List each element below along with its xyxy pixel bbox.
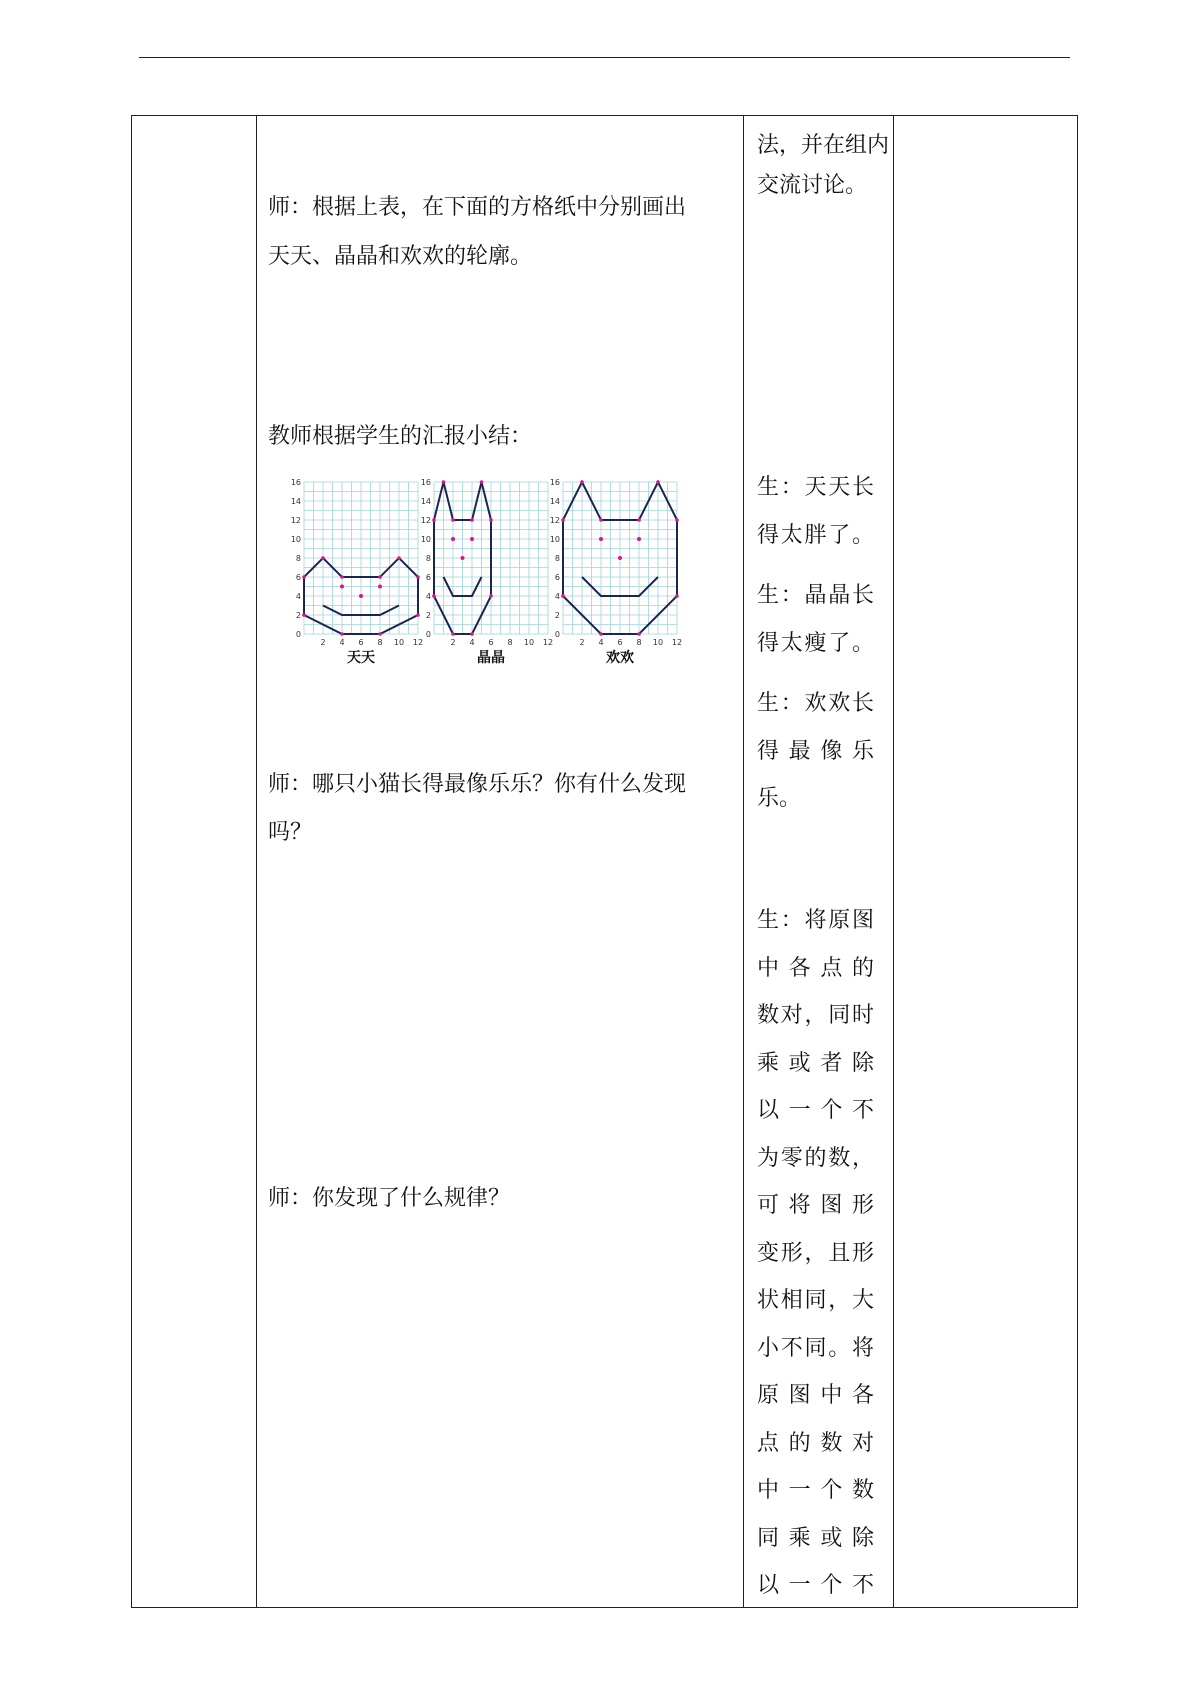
- vertex-point: [340, 575, 344, 579]
- vertex-point: [656, 480, 660, 484]
- response-line: 生：天天长: [757, 475, 874, 500]
- response-line: 以 一 个 不: [757, 1573, 874, 1598]
- y-tick-label: 14: [420, 497, 431, 506]
- response-line: 得太胖了。: [757, 522, 874, 548]
- x-tick-label: 4: [339, 638, 345, 647]
- x-tick-label: 10: [393, 638, 405, 647]
- vertex-point: [599, 632, 603, 636]
- face-point: [470, 537, 474, 541]
- vertex-point: [489, 518, 493, 522]
- x-tick-label: 2: [320, 638, 326, 647]
- cat-grid-jingjing: [421, 478, 553, 666]
- y-tick-label: 0: [554, 630, 560, 639]
- x-tick-label: 12: [412, 638, 424, 647]
- vertex-point: [637, 518, 641, 522]
- y-tick-label: 4: [425, 592, 431, 601]
- y-tick-label: 10: [290, 535, 301, 544]
- header-rule: [139, 57, 1070, 58]
- x-tick-label: 6: [617, 638, 623, 647]
- response-line: 乘 或 者 除: [757, 1050, 874, 1076]
- y-tick-label: 16: [549, 478, 560, 487]
- y-tick-label: 12: [290, 516, 301, 525]
- face-point: [451, 537, 455, 541]
- teacher-question-line-2: 吗？: [268, 820, 313, 845]
- response-line: 同 乘 或 除: [757, 1525, 874, 1551]
- x-tick-label: 4: [469, 638, 475, 647]
- vertex-point: [378, 575, 382, 579]
- student-response-4: [757, 897, 874, 1610]
- face-point: [461, 556, 465, 560]
- vertex-point: [470, 518, 474, 522]
- response-line: 数对，同时: [757, 1003, 874, 1028]
- column-divider-1: [256, 116, 257, 1607]
- response-line: 乐。: [757, 786, 802, 811]
- teacher-question-line-1: 师：哪只小猫长得最像乐乐？你有什么发现: [268, 772, 687, 797]
- student-response-3: [757, 680, 874, 823]
- vertex-point: [321, 556, 325, 560]
- y-tick-label: 6: [554, 573, 560, 582]
- response-line: 得 最 像 乐: [757, 738, 874, 764]
- response-line: 以 一 个 不: [757, 1098, 874, 1123]
- vertex-point: [580, 480, 584, 484]
- y-tick-label: 14: [290, 497, 301, 506]
- vertex-point: [416, 575, 420, 579]
- x-tick-label: 2: [450, 638, 456, 647]
- y-tick-label: 14: [549, 497, 560, 506]
- face-point: [378, 585, 382, 589]
- vertex-point: [489, 594, 493, 598]
- vertex-point: [432, 518, 436, 522]
- student-response-2: [757, 572, 874, 667]
- vertex-point: [637, 632, 641, 636]
- y-tick-label: 8: [554, 554, 560, 563]
- face-point: [599, 537, 603, 541]
- figure-caption: 欢欢: [606, 650, 634, 666]
- y-tick-label: 10: [549, 535, 560, 544]
- response-line: 生：将原图: [757, 908, 874, 933]
- response-line: 可 将 图 形: [757, 1193, 874, 1218]
- vertex-point: [675, 518, 679, 522]
- y-tick-label: 0: [425, 630, 431, 639]
- vertex-point: [561, 594, 565, 598]
- y-tick-label: 12: [420, 516, 431, 525]
- teacher-summary-intro: 教师根据学生的汇报小结：: [268, 424, 533, 449]
- x-tick-label: 8: [377, 638, 383, 647]
- y-tick-label: 2: [295, 611, 301, 620]
- cat-grid-figures: [290, 478, 700, 678]
- response-line: 生：晶晶长: [757, 583, 874, 608]
- y-tick-label: 4: [554, 592, 560, 601]
- vertex-point: [442, 480, 446, 484]
- student-response-1: [757, 464, 874, 559]
- column-divider-2: [743, 116, 744, 1607]
- figure-caption: 晶晶: [477, 650, 505, 666]
- vertex-point: [416, 613, 420, 617]
- vertex-point: [451, 632, 455, 636]
- response-line: 中 各 点 的: [757, 955, 874, 981]
- vertex-point: [340, 632, 344, 636]
- response-line: 状相同，大: [757, 1288, 874, 1313]
- x-tick-label: 6: [358, 638, 364, 647]
- face-point: [359, 594, 363, 598]
- response-line: 生：欢欢长: [757, 691, 874, 716]
- student-method-line-1: 法，并在组内: [757, 133, 890, 158]
- figure-caption: 天天: [347, 650, 375, 666]
- x-tick-label: 8: [507, 638, 513, 647]
- y-tick-label: 6: [295, 573, 301, 582]
- response-line: 得太瘦了。: [757, 630, 874, 656]
- vertex-point: [470, 632, 474, 636]
- vertex-point: [561, 518, 565, 522]
- response-line: 为零的数，: [757, 1145, 874, 1171]
- teacher-rule-question: 师：你发现了什么规律？: [268, 1186, 511, 1211]
- cat-grid-huanhuan: [550, 478, 682, 666]
- x-tick-label: 12: [542, 638, 554, 647]
- y-tick-label: 16: [420, 478, 431, 487]
- vertex-point: [432, 594, 436, 598]
- response-line: 小不同。将: [757, 1335, 874, 1361]
- y-tick-label: 0: [295, 630, 301, 639]
- teacher-instruction-line-1: 师：根据上表，在下面的方格纸中分别画出: [268, 195, 687, 220]
- x-tick-label: 10: [652, 638, 664, 647]
- x-tick-label: 2: [579, 638, 585, 647]
- response-line: 点 的 数 对: [757, 1430, 874, 1456]
- vertex-point: [451, 518, 455, 522]
- y-tick-label: 12: [549, 516, 560, 525]
- face-point: [618, 556, 622, 560]
- vertex-point: [599, 518, 603, 522]
- face-point: [340, 585, 344, 589]
- y-tick-label: 10: [420, 535, 431, 544]
- vertex-point: [302, 613, 306, 617]
- y-tick-label: 6: [425, 573, 431, 582]
- face-point: [637, 537, 641, 541]
- vertex-point: [302, 575, 306, 579]
- column-divider-3: [893, 116, 894, 1607]
- y-tick-label: 8: [425, 554, 431, 563]
- response-line: 原 图 中 各: [757, 1383, 874, 1408]
- vertex-point: [480, 480, 484, 484]
- vertex-point: [378, 632, 382, 636]
- x-tick-label: 8: [636, 638, 642, 647]
- y-tick-label: 4: [295, 592, 301, 601]
- teacher-instruction-line-2: 天天、晶晶和欢欢的轮廓。: [268, 244, 533, 269]
- y-tick-label: 2: [554, 611, 560, 620]
- x-tick-label: 10: [523, 638, 535, 647]
- y-tick-label: 16: [290, 478, 301, 487]
- vertex-point: [397, 556, 401, 560]
- student-method-line-2: 交流讨论。: [757, 173, 868, 198]
- x-tick-label: 6: [488, 638, 494, 647]
- cat-grid-tiantian: [291, 478, 423, 666]
- x-tick-label: 4: [598, 638, 604, 647]
- vertex-point: [675, 594, 679, 598]
- y-tick-label: 8: [295, 554, 301, 563]
- x-tick-label: 12: [671, 638, 683, 647]
- response-line: 中 一 个 数: [757, 1478, 874, 1503]
- lesson-table: [131, 115, 1078, 1608]
- y-tick-label: 2: [425, 611, 431, 620]
- response-line: 变形，且形: [757, 1240, 874, 1266]
